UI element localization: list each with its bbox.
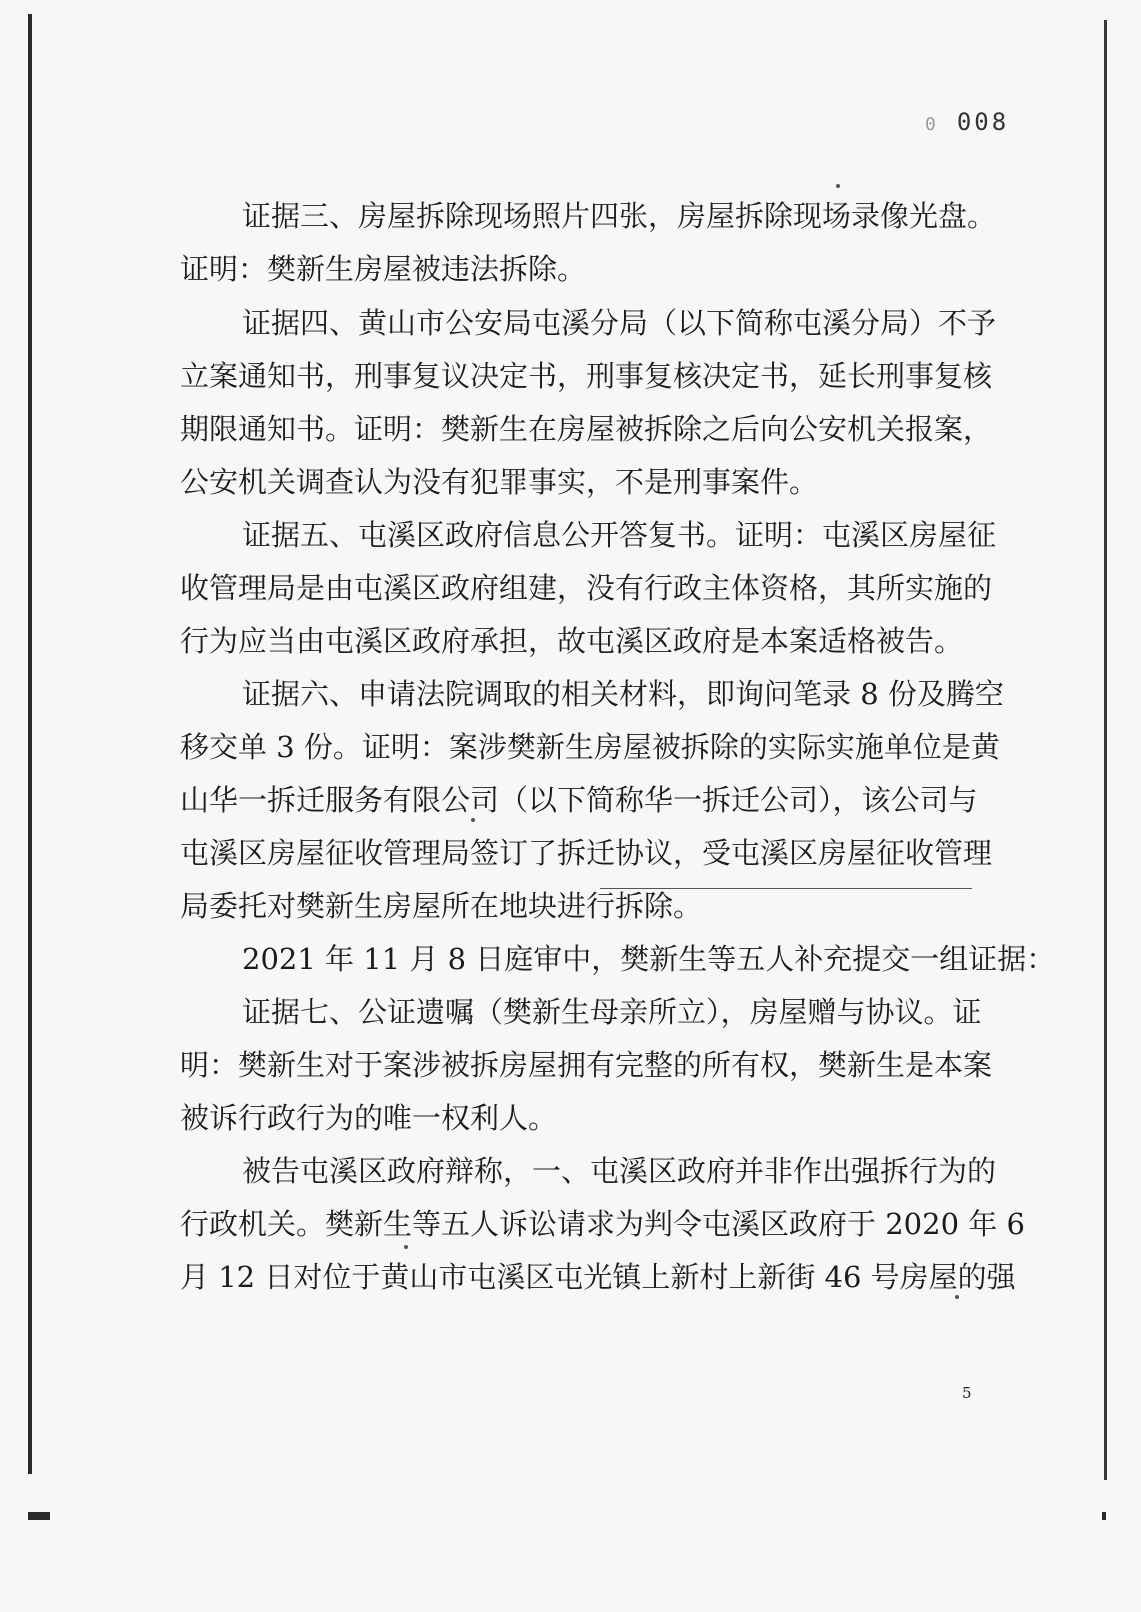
page-code-faint: 0 xyxy=(925,114,939,135)
text-line: 移交单 3 份。证明：案涉樊新生房屋被拆除的实际实施单位是黄 xyxy=(180,730,1000,764)
text-line: 证据三、房屋拆除现场照片四张，房屋拆除现场录像光盘。 xyxy=(242,199,997,233)
scan-border-left xyxy=(28,14,32,1474)
text-line: 立案通知书，刑事复议决定书，刑事复核决定书，延长刑事复核 xyxy=(180,359,993,393)
scan-border-right-mark xyxy=(1102,1512,1106,1520)
text-line: 屯溪区房屋征收管理局签订了拆迁协议，受屯溪区房屋征收管理 xyxy=(180,836,993,870)
text-line: 证据七、公证遗嘱（樊新生母亲所立），房屋赠与协议。证 xyxy=(242,995,982,1029)
page-code xyxy=(925,108,1009,136)
text-line: 行政机关。樊新生等五人诉讼请求为判令屯溪区政府于 2020 年 6 xyxy=(180,1207,1025,1241)
scan-border-bottom-mark xyxy=(28,1512,50,1520)
pen-stroke xyxy=(600,888,972,889)
text-line: 证明：樊新生房屋被违法拆除。 xyxy=(180,252,587,286)
text-line: 证据四、黄山市公安局屯溪分局（以下简称屯溪分局）不予 xyxy=(242,306,997,340)
scan-speck xyxy=(836,184,840,188)
text-line: 山华一拆迁服务有限公司（以下简称华一拆迁公司），该公司与 xyxy=(180,783,978,817)
scan-speck xyxy=(471,818,475,822)
text-line: 期限通知书。证明：樊新生在房屋被拆除之后向公安机关报案， xyxy=(180,412,993,446)
text-line: 被告屯溪区政府辩称，一、屯溪区政府并非作出强拆行为的 xyxy=(242,1154,997,1188)
text-line: 2021 年 11 月 8 日庭审中，樊新生等五人补充提交一组证据： xyxy=(242,942,1056,976)
text-line: 被诉行政行为的唯一权利人。 xyxy=(180,1101,558,1135)
text-line: 收管理局是由屯溪区政府组建，没有行政主体资格，其所实施的 xyxy=(180,571,993,605)
page-number: 5 xyxy=(962,1384,972,1402)
text-line: 证据五、屯溪区政府信息公开答复书。证明：屯溪区房屋征 xyxy=(242,518,997,552)
scan-speck xyxy=(955,1295,959,1299)
scan-border-right xyxy=(1104,20,1107,1480)
text-line: 局委托对樊新生房屋所在地块进行拆除。 xyxy=(180,889,703,923)
text-line: 行为应当由屯溪区政府承担，故屯溪区政府是本案适格被告。 xyxy=(180,624,964,658)
scan-speck xyxy=(404,1245,408,1249)
page-code-number: 008 xyxy=(956,108,1010,136)
text-line: 明：樊新生对于案涉被拆房屋拥有完整的所有权，樊新生是本案 xyxy=(180,1048,993,1082)
text-line: 公安机关调查认为没有犯罪事实，不是刑事案件。 xyxy=(180,465,819,499)
text-line: 证据六、申请法院调取的相关材料，即询问笔录 8 份及腾空 xyxy=(242,677,1004,711)
text-line: 月 12 日对位于黄山市屯溪区屯光镇上新村上新街 46 号房屋的强 xyxy=(180,1260,1016,1294)
